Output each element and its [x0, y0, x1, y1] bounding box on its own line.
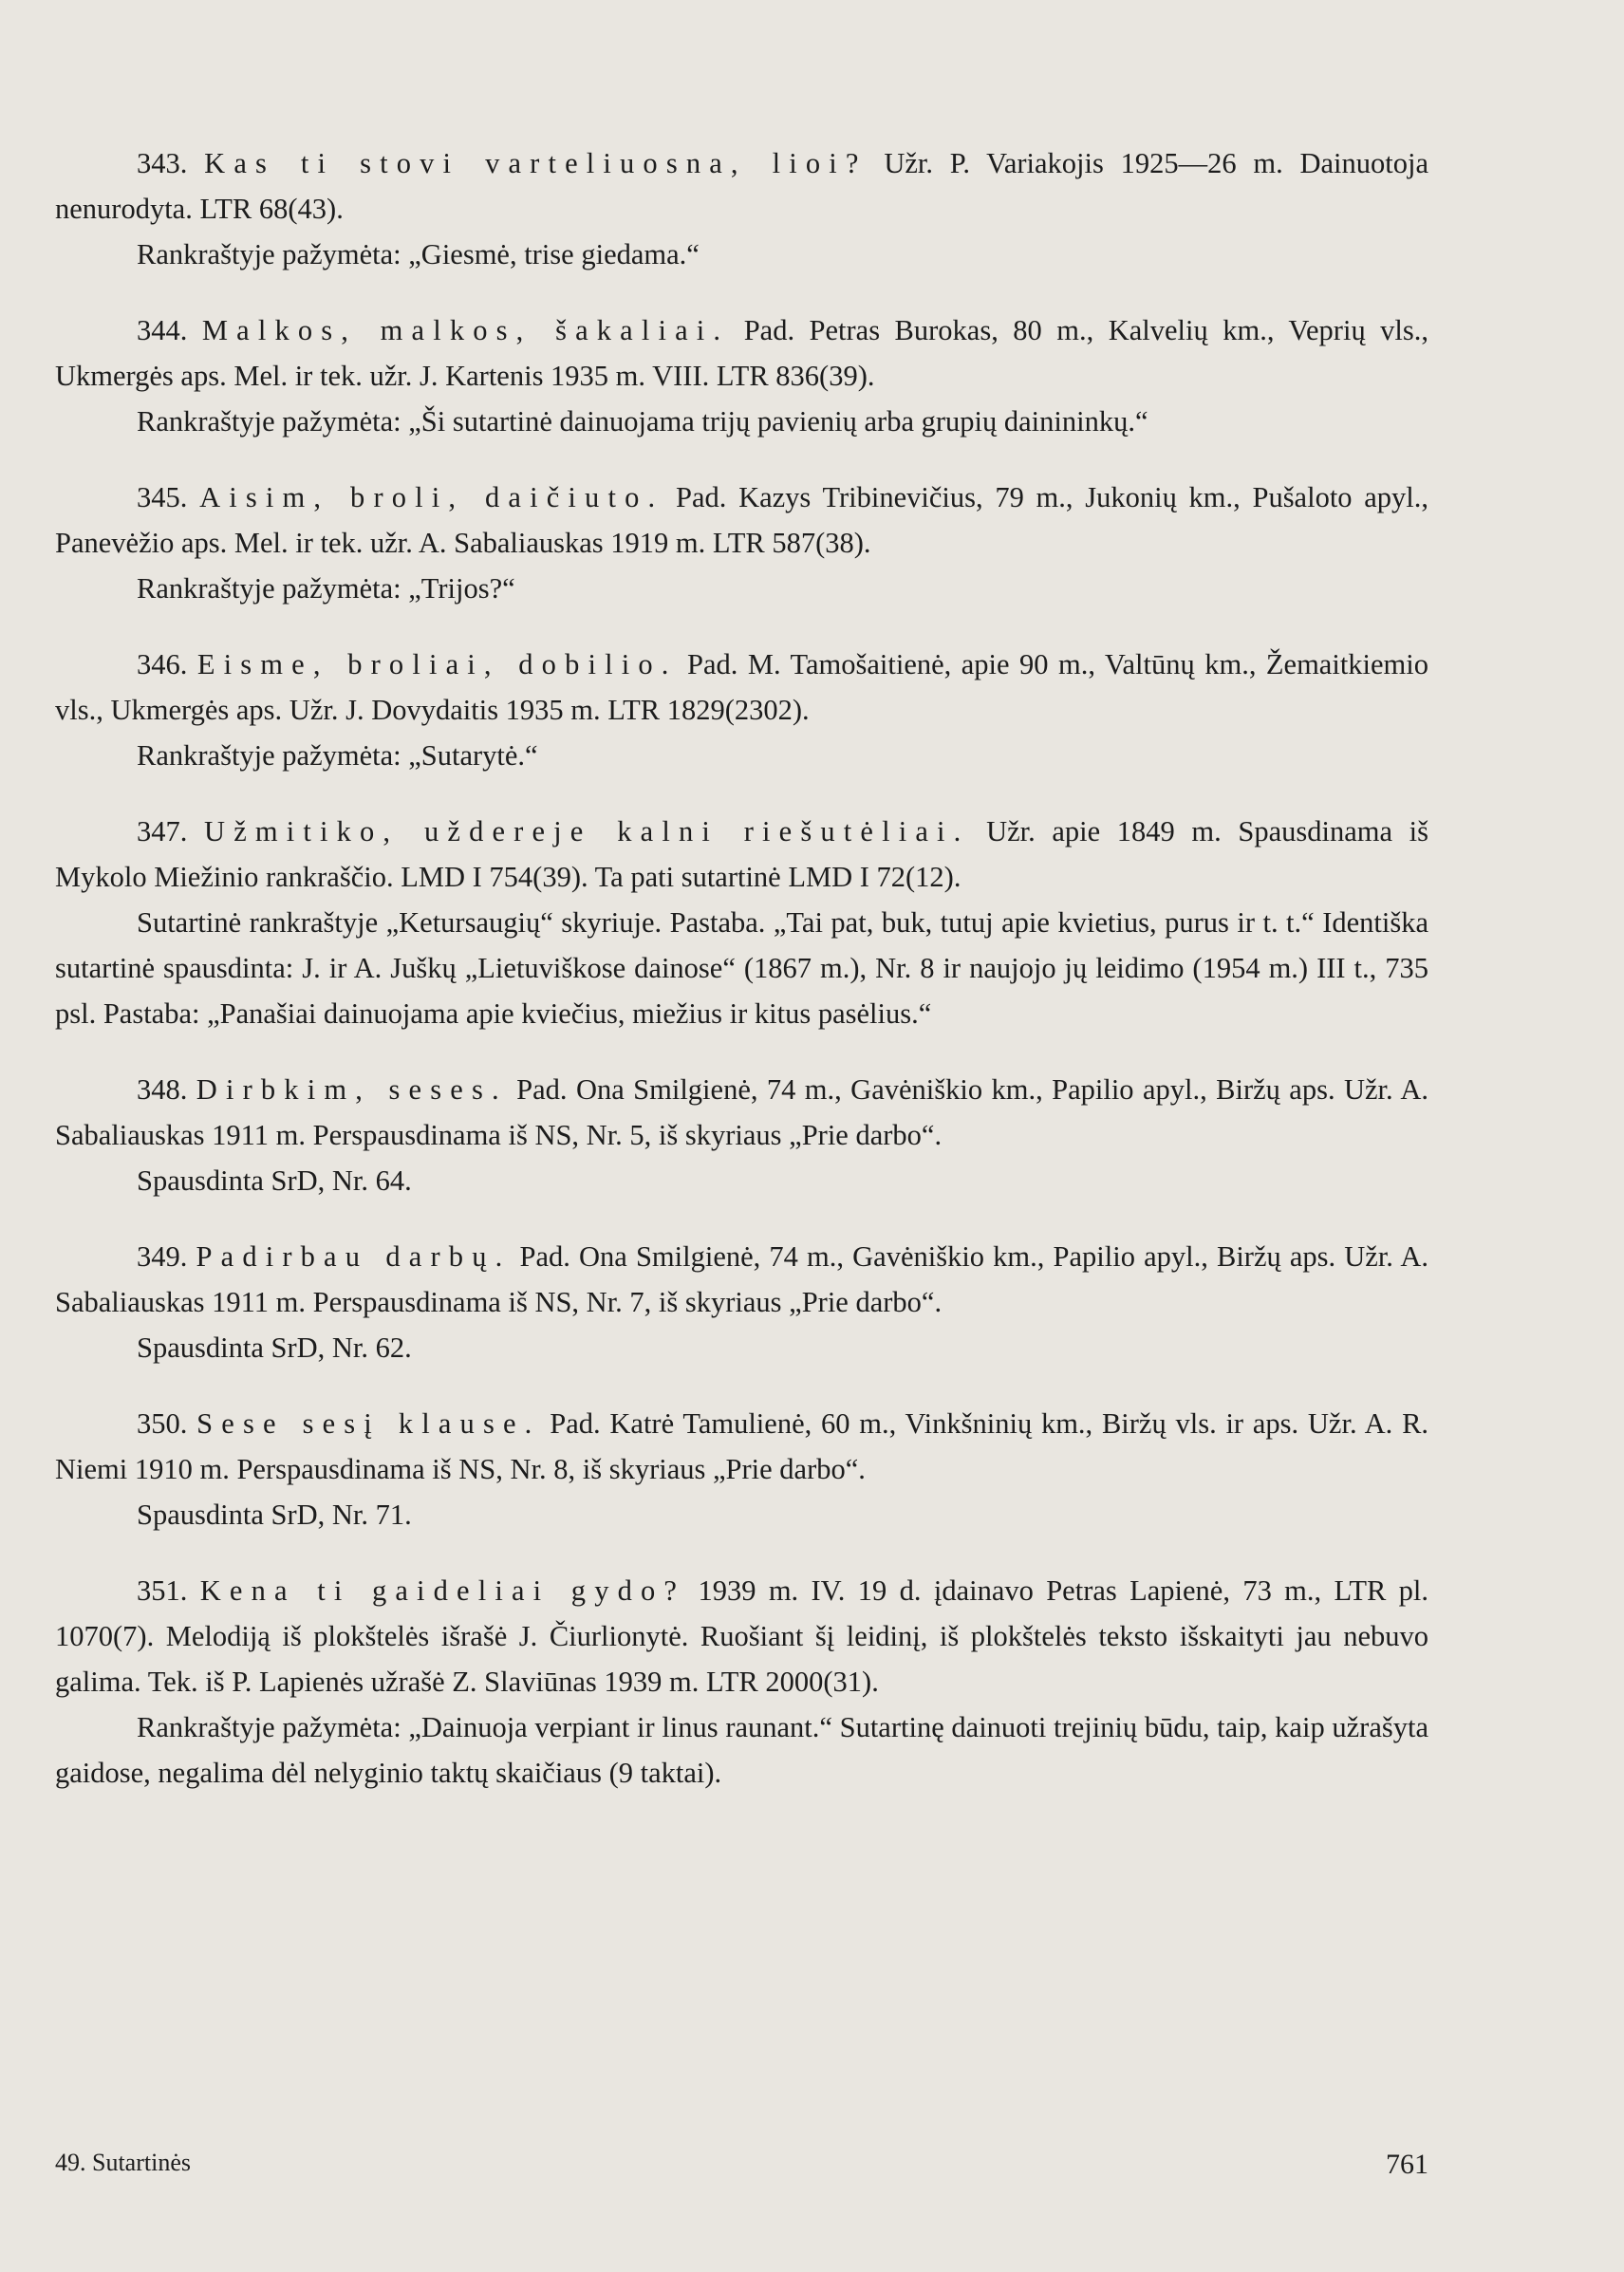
entry-note: Rankraštyje pažymėta: „Dainuoja verpiant ir linus raunant.“ Sutartinę dainuoti trejinių būdu, taip, kaip užrašyta gaidose, negalima dėl nelyginio taktų skaičiaus (9 taktai). — [55, 1711, 1428, 1789]
entry-note: Spausdinta SrD, Nr. 71. — [137, 1499, 412, 1531]
entry-main — [55, 1401, 1428, 1492]
entry — [55, 307, 1428, 444]
entry-main — [55, 642, 1428, 733]
entry-note: Rankraštyje pažymėta: „Giesmė, trise giedama.“ — [137, 238, 700, 270]
entry-main — [55, 1234, 1428, 1325]
entry-number: 349. — [137, 1240, 188, 1273]
entry-note: Sutartinė rankraštyje „Ketursaugių“ skyriuje. Pastaba. „Tai pat, buk, tutuj apie kvietius, purus ir t. t.“ Identiška sutartinė spausdinta: J. ir A. Juškų „Lietuviškose dainose“ (1867 m.), Nr. 8 ir naujojo jų leidimo (1954 m.) III t., 735 psl. Pastaba: „Panašiai dainuojama apie kviečius, miežius ir kitus pasėlius.“ — [55, 906, 1428, 1030]
entry — [55, 475, 1428, 611]
entry-body: Užr. P. Variakojis 1925—26 m. Dainuotoja nenurodyta. LTR 68(43). — [55, 147, 1429, 225]
entry-note: Rankraštyje pažymėta: „Trijos?“ — [137, 572, 515, 605]
entry-title: Eisme, broliai, dobilio. — [196, 648, 678, 680]
entry-main — [55, 475, 1428, 566]
entry — [55, 642, 1428, 778]
entry-number: 346. — [137, 648, 188, 680]
entry-body: Pad. Ona Smilgienė, 74 m., Gavėniškio km., Papilio apyl., Biržų aps. Užr. A. Sabaliauskas 1911 m. Perspausdinama iš NS, Nr. 7, iš skyriaus „Prie darbo“. — [55, 1240, 1429, 1318]
entry-title: Kena ti gaideliai gydo? — [199, 1574, 686, 1607]
signature-mark: 49. Sutartinės — [55, 2149, 191, 2176]
entry-title: Sese sesį klause. — [196, 1407, 541, 1440]
entry-body: Pad. Ona Smilgienė, 74 m., Gavėniškio km., Papilio apyl., Biržų aps. Užr. A. Sabaliauskas 1911 m. Perspausdinama iš NS, Nr. 5, iš skyriaus „Prie darbo“. — [55, 1073, 1429, 1151]
entry-number: 350. — [137, 1407, 188, 1440]
entry-title: Padirbau darbų. — [196, 1240, 512, 1273]
entry-number: 351. — [137, 1574, 188, 1607]
entry-number: 344. — [137, 314, 188, 346]
entry-note: Rankraštyje pažymėta: „Ši sutartinė dainuojama trijų pavienių arba grupių dainininkų.“ — [137, 405, 1148, 438]
entry-number: 348. — [137, 1073, 188, 1106]
entry-title: Aisim, broli, daičiuto. — [199, 481, 664, 513]
entry-title: Užmitiko, uždereje kalni riešutėliai. — [204, 815, 970, 847]
entry-body: Pad. M. Tamošaitienė, apie 90 m., Valtūnų km., Žemaitkiemio vls., Ukmergės aps. Užr. J. Dovydaitis 1935 m. LTR 1829(2302). — [55, 648, 1428, 726]
entry-title: Dirbkim, seses. — [196, 1073, 508, 1106]
page-footer — [55, 2149, 1428, 2181]
entries-list — [55, 140, 1428, 1796]
entry-number: 345. — [137, 481, 188, 513]
entry-body: 1939 m. IV. 19 d. įdainavo Petras Lapienė, 73 m., LTR pl. 1070(7). Melodiją iš plokštelės išrašė J. Čiurlionytė. Ruošiant šį leidinį, iš plokštelės teksto išskaityti jau nebuvo galima. Tek. iš P. Lapienės užrašė Z. Slaviūnas 1939 m. LTR 2000(31). — [55, 1574, 1429, 1698]
entry-body: Pad. Petras Burokas, 80 m., Kalvelių km., Veprių vls., Ukmergės aps. Mel. ir tek. užr. J. Kartenis 1935 m. VIII. LTR 836(39). — [55, 314, 1429, 392]
entry-number: 343. — [137, 147, 188, 179]
entry-body: Pad. Katrė Tamulienė, 60 m., Vinkšninių km., Biržų vls. ir aps. Užr. A. R. Niemi 1910 m. Perspausdinama iš NS, Nr. 8, iš skyriaus „Prie darbo“. — [55, 1407, 1429, 1485]
entry-main — [55, 1568, 1428, 1704]
entry — [55, 1401, 1428, 1537]
entry-main — [55, 140, 1428, 232]
entry-title: Kas ti stovi varteliuosna, lioi? — [204, 147, 868, 179]
entry-note: Spausdinta SrD, Nr. 62. — [137, 1332, 412, 1364]
page-number: 761 — [1386, 2149, 1428, 2180]
entry-number: 347. — [137, 815, 188, 847]
entry — [55, 1568, 1428, 1796]
entry-note: Spausdinta SrD, Nr. 64. — [137, 1164, 412, 1197]
entry-title: Malkos, malkos, šakaliai. — [201, 314, 730, 346]
entry — [55, 809, 1428, 1036]
entry-note: Rankraštyje pažymėta: „Sutarytė.“ — [137, 739, 538, 772]
entry-main — [55, 809, 1428, 900]
entry — [55, 140, 1428, 277]
entry-body: Pad. Kazys Tribinevičius, 79 m., Jukonių km., Pušaloto apyl., Panevėžio aps. Mel. ir tek. užr. A. Sabaliauskas 1919 m. LTR 587(38). — [55, 481, 1429, 559]
entry-main — [55, 1067, 1428, 1158]
entry-body: Užr. apie 1849 m. Spausdinama iš Mykolo Miežinio rankraščio. LMD I 754(39). Ta pati sutartinė LMD I 72(12). — [55, 815, 1429, 893]
entry — [55, 1067, 1428, 1203]
entry — [55, 1234, 1428, 1370]
entry-main — [55, 307, 1428, 399]
